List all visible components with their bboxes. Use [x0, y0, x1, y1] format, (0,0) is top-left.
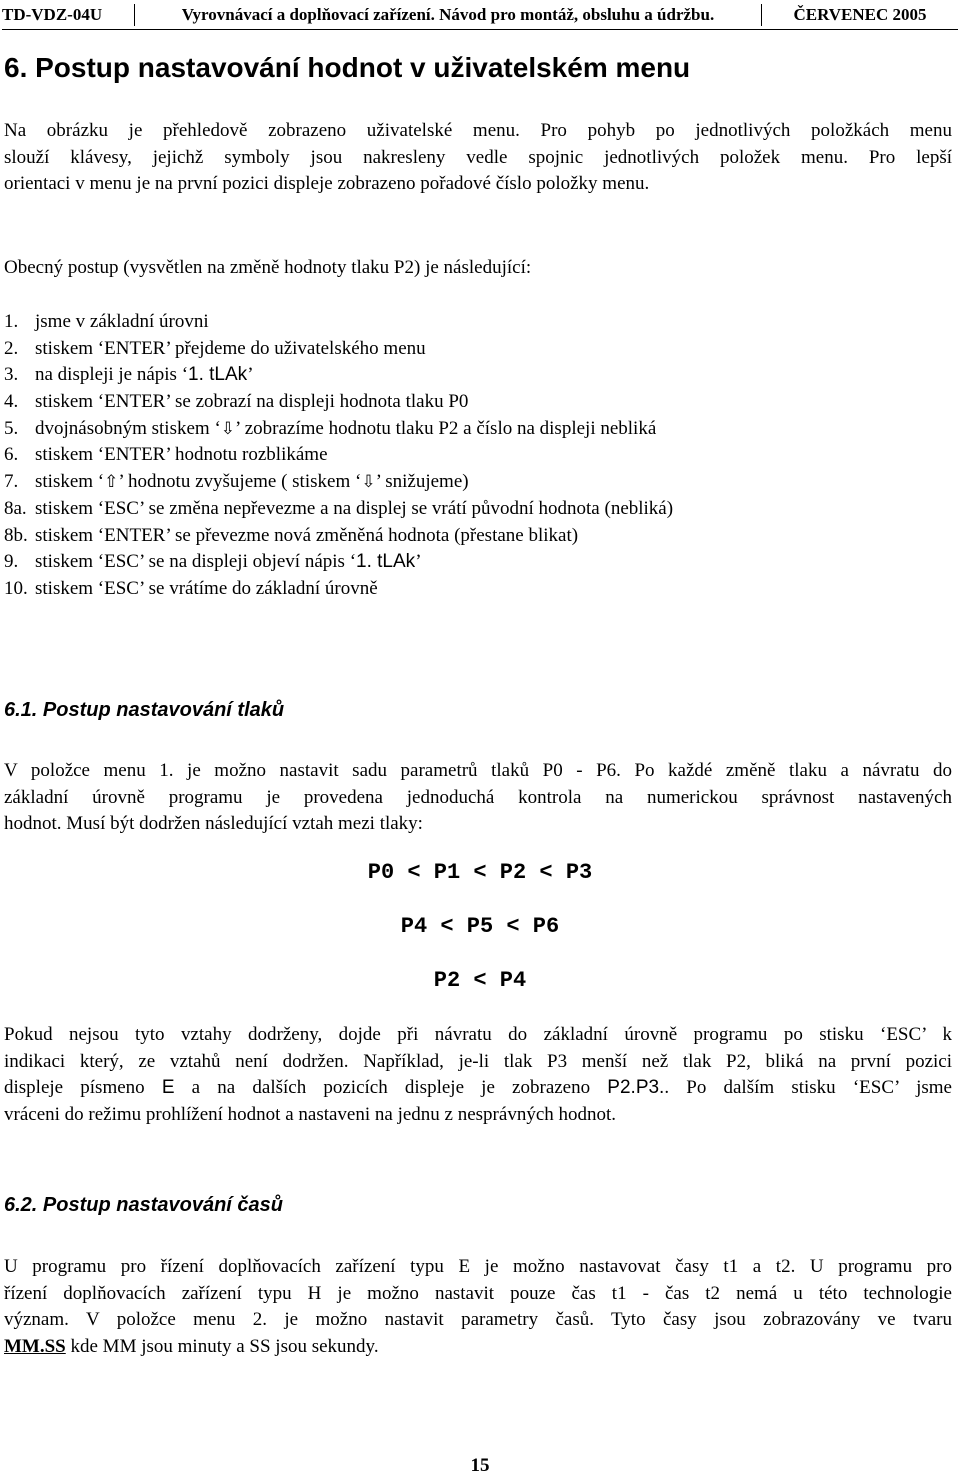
section-6-1-paragraph-2	[4, 1022, 952, 1128]
procedure-intro: Obecný postup (vysvětlen na změně hodnoty tlaku P2) je následující:	[4, 257, 532, 278]
list-item	[4, 496, 952, 523]
section-6-1-paragraph	[4, 758, 952, 838]
step-number: 7.	[4, 471, 19, 493]
paragraph-line: vráceni do režimu prohlížení hodnot a nastaveni na jednu z nesprávných hodnot.	[4, 1103, 617, 1125]
header-doc-title: Vyrovnávací a doplňovací zařízení. Návod pro montáž, obsluhu a údržbu.	[134, 4, 762, 26]
step-text: dvojnásobným stiskem ‘	[35, 417, 221, 439]
page-header	[2, 4, 958, 26]
display-text: 1. tLAk	[188, 364, 248, 386]
step-number: 10.	[4, 577, 28, 599]
paragraph-line	[4, 1075, 952, 1102]
pressure-relation-formula: P0 < P1 < P2 < P3	[367, 860, 593, 885]
display-text: P2.P3.	[607, 1077, 665, 1099]
intro-line: Na obrázku je přehledově zobrazeno uživatelské menu. Pro pohyb po jednotlivých položkách menu	[4, 120, 952, 141]
arrow-down-icon: ⇩	[361, 472, 376, 493]
step-number: 3.	[4, 364, 19, 386]
header-doc-code: TD-VDZ-04U	[2, 5, 103, 24]
section-6-2-heading: 6.2. Postup nastavování časů	[4, 1194, 283, 1216]
step-text: stiskem ‘ESC’ se změna nepřevezme a na displej se vrátí původní hodnota (nebliká)	[35, 497, 674, 519]
step-text: na displeji je nápis ‘	[35, 364, 189, 386]
step-number: 1.	[4, 311, 19, 332]
step-text: stiskem ‘	[35, 471, 105, 493]
step-text: ’	[415, 551, 422, 573]
paragraph-text: . Po dalším stisku ‘ESC’ jsme	[664, 1077, 952, 1099]
paragraph-text: a na dalších pozicích displeje je zobrazeno	[174, 1077, 608, 1099]
list-item	[4, 309, 952, 336]
step-text: ’ snižujeme)	[375, 471, 469, 493]
list-item	[4, 469, 952, 496]
step-text: stiskem ‘ESC’ se na displeji objeví nápis ‘	[35, 551, 357, 573]
header-divider	[2, 29, 958, 30]
step-text: ’	[247, 364, 254, 386]
list-item	[4, 576, 952, 603]
paragraph-line: význam. V položce menu 2. je možno nastavit parametry časů. Tyto časy jsou zobrazovány ve tvaru	[4, 1309, 952, 1331]
list-item	[4, 416, 952, 443]
step-number: 6.	[4, 444, 19, 466]
step-text: stiskem ‘ENTER’ se převezme nová změněná hodnota (přestane blikat)	[35, 524, 579, 546]
step-text: stiskem ‘ENTER’ se zobrazí na displeji hodnota tlaku P0	[35, 391, 469, 413]
paragraph-line: indikaci který, ze vztahů není dodržen. Například, je-li tlak P3 menší než tlak P2, bliká na první pozici	[4, 1050, 952, 1072]
paragraph-line: základní úrovně programu je provedena jednoduchá kontrola na numerickou správnost nastavených	[4, 786, 952, 808]
step-number: 9.	[4, 551, 19, 573]
procedure-steps	[4, 309, 952, 603]
paragraph-line	[4, 1334, 952, 1361]
step-text: stiskem ‘ENTER’ přejdeme do uživatelského menu	[35, 337, 426, 359]
paragraph-line: U programu pro řízení doplňovacích zařízení typu E je možno nastavovat časy t1 a t2. U programu pro	[4, 1256, 952, 1277]
step-number: 4.	[4, 391, 19, 413]
paragraph-text: kde MM jsou minuty a SS jsou sekundy.	[65, 1335, 379, 1357]
section-6-intro	[4, 118, 952, 198]
paragraph-line: řízení doplňovacích zařízení typu H je možno nastavit pouze čas t1 - čas t2 nemá u této technologie	[4, 1282, 952, 1304]
step-text: ’ hodnotu zvyšujeme ( stiskem ‘	[118, 471, 362, 493]
pressure-relation-formula: P2 < P4	[433, 968, 527, 993]
list-item	[4, 549, 952, 576]
intro-line: orientaci v menu je na první pozici displeje zobrazeno pořadové číslo položky menu.	[4, 173, 650, 195]
list-item	[4, 362, 952, 389]
paragraph-line: hodnot. Musí být dodržen následující vztah mezi tlaky:	[4, 813, 423, 835]
arrow-up-icon: ⇧	[104, 472, 119, 493]
section-6-1-heading: 6.1. Postup nastavování tlaků	[4, 699, 285, 721]
intro-line: slouží klávesy, jejichž symboly jsou nakresleny vedle spojnic jednotlivých položek menu. Pro lepší	[4, 146, 952, 168]
list-item	[4, 442, 952, 469]
step-number: 5.	[4, 417, 19, 439]
paragraph-line: V položce menu 1. je možno nastavit sadu parametrů tlaků P0 - P6. Po každé změně tlaku a návratu do	[4, 760, 952, 781]
section-6-2-paragraph	[4, 1254, 952, 1360]
page-number: 15	[470, 1455, 490, 1476]
paragraph-text: displeje písmeno	[4, 1077, 162, 1099]
section-6-heading: 6. Postup nastavování hodnot v uživatelském menu	[4, 52, 691, 83]
step-number: 8a.	[4, 497, 27, 519]
header-date: ČERVENEC 2005	[793, 5, 927, 24]
display-letter: E	[161, 1077, 175, 1099]
time-format: MM.SS	[4, 1335, 66, 1357]
step-text: jsme v základní úrovni	[35, 311, 209, 332]
pressure-relation-formula: P4 < P5 < P6	[400, 914, 560, 939]
step-text: stiskem ‘ENTER’ hodnotu rozblikáme	[35, 444, 328, 466]
step-number: 8b.	[4, 524, 28, 546]
list-item	[4, 523, 952, 550]
display-text: 1. tLAk	[356, 551, 416, 573]
arrow-down-icon: ⇩	[220, 418, 236, 439]
list-item	[4, 389, 952, 416]
paragraph-line: Pokud nejsou tyto vztahy dodrženy, dojde při návratu do základní úrovně programu po stisku ‘ESC’ k	[4, 1024, 952, 1045]
step-number: 2.	[4, 337, 19, 359]
step-text: ’ zobrazíme hodnotu tlaku P2 a číslo na displeji nebliká	[235, 417, 657, 439]
step-text: stiskem ‘ESC’ se vrátíme do základní úrovně	[35, 577, 378, 599]
list-item	[4, 336, 952, 363]
